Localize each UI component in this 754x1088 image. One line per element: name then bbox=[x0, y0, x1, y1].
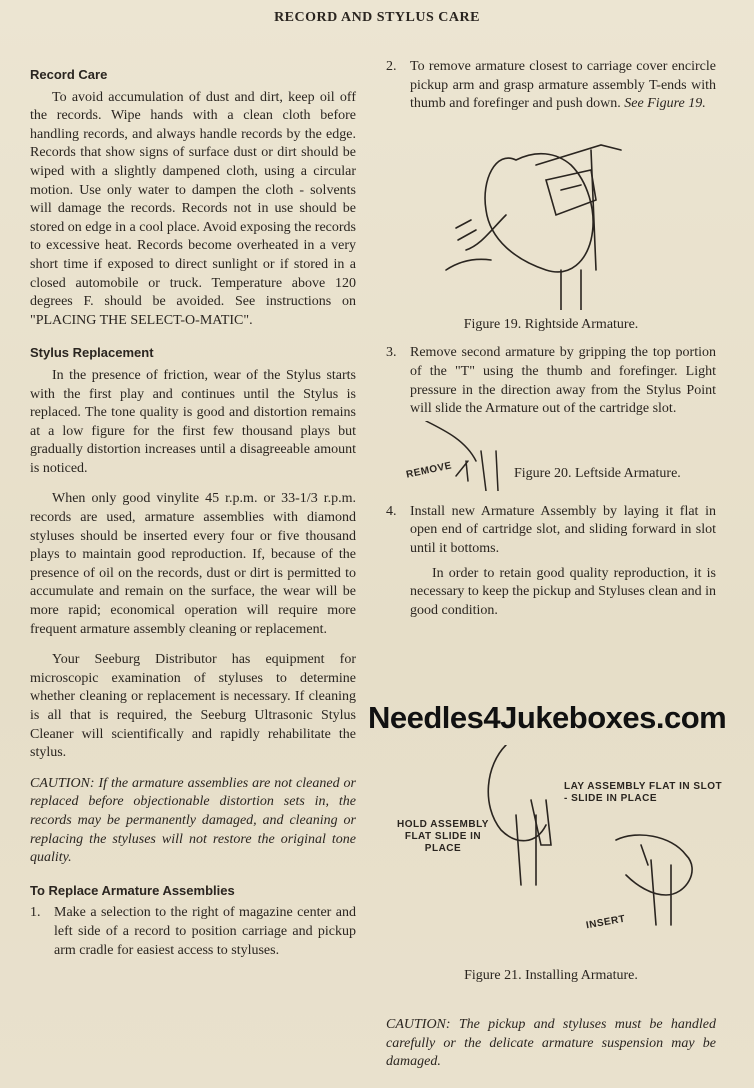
figure-19 bbox=[386, 120, 716, 335]
watermark: Needles4Jukeboxes.com bbox=[368, 700, 727, 735]
caution-pickup: CAUTION: The pickup and styluses must be handled carefully or the delicate armature suspension may be damaged. bbox=[386, 1017, 716, 1070]
step-1 bbox=[30, 904, 356, 960]
figure-21-caption: Figure 21. Installing Armature. bbox=[464, 968, 638, 983]
step-4-text: Install new Armature Assembly by laying it flat in open end of cartridge slot, and sliding forward in slot until it bottoms. bbox=[410, 503, 716, 556]
figure-20-caption: Figure 20. Leftside Armature. bbox=[514, 465, 681, 481]
stylus-paragraph-3: Your Seeburg Distributor has equipment for microscopic examination of styluses to determine whether cleaning or replacement is necessary. If cleaning is all that is required, the Seeburg Ultrasonic Stylus Cleaner will scientifically and rapidly rehabilitate the stylus. bbox=[30, 652, 356, 761]
caution-armature: CAUTION: If the armature assemblies are not cleaned or replaced before objectionable distortion sets in, the records may be permanently damaged, and cleaning or replacing the styluses will not restore the original tone quality. bbox=[30, 775, 356, 866]
step-3-text: Remove second armature by gripping the top portion of the "T" using the thumb and forefinger. Light pressure in the direction away from the Stylus Point will slide the Armature out of the cartridge slot. bbox=[410, 345, 716, 417]
record-care-text: To avoid accumulation of dust and dirt, keep oil off the records. Wipe hands with a clean cloth before handling records, and always handle records by the edge. Records that show signs of surface dust or dirt should be wiped with a slightly dampened cloth, using a circular motion. Use only water to dampen the cloth - solvents will damage the records. Records not in use should be stored on edge in a cool place. Avoid exposing the records to excessive heat. Records become overheated in a very short time if exposed to direct sunlight or if stored in a closed automobile or truck. Temperature above 120 degrees F. should be avoided. See instructions on "PLACING THE SELECT-O-MATIC". bbox=[30, 89, 356, 328]
page-header: RECORD AND STYLUS CARE bbox=[274, 10, 480, 25]
figure-19-illustration bbox=[386, 120, 716, 310]
left-column bbox=[30, 62, 356, 966]
figure-21-hold-label: HOLD ASSEMBLY FLAT SLIDE IN PLACE bbox=[397, 819, 489, 854]
figure-20 bbox=[386, 425, 716, 495]
step-2-text: To remove armature closest to carriage cover encircle pickup arm and grasp armature assembly T-ends with thumb and forefinger and push down. bbox=[410, 59, 716, 112]
replace-armature-heading: To Replace Armature Assemblies bbox=[30, 882, 235, 898]
step-2-body bbox=[410, 58, 716, 114]
step-4 bbox=[386, 503, 716, 559]
step-3-number: 3. bbox=[386, 345, 397, 361]
figure-21 bbox=[386, 745, 736, 945]
figure-19-caption: Figure 19. Rightside Armature. bbox=[463, 316, 639, 332]
step-2-number: 2. bbox=[386, 59, 397, 74]
figure-20-remove-label: REMOVE bbox=[405, 460, 453, 481]
right-column bbox=[386, 58, 716, 632]
step-1-text: Make a selection to the right of magazine center and left side of a record to position carriage and pickup arm cradle for easiest access to styluses. bbox=[54, 905, 356, 958]
step-2-figure-ref: See Figure 19. bbox=[624, 96, 706, 112]
figure-21-insert-label: INSERT bbox=[585, 913, 627, 932]
step-1-number: 1. bbox=[30, 905, 41, 921]
stylus-replacement-heading: Stylus Replacement bbox=[30, 345, 154, 361]
stylus-paragraph-1: In the presence of friction, wear of the Stylus starts with the first play and continues until the Stylus is replaced. The tone quality is good and distortion remains at a low figure for the first few thousand plays but gradually distortion increases until a disagreeable amount is noticed. bbox=[30, 367, 356, 476]
stylus-paragraph-2: When only good vinylite 45 r.p.m. or 33-1/3 r.p.m. records are used, armature assemblies with diamond styluses should be inserted every four or five thousand plays to maintain good reproduction. If, because of the presence of oil on the records, dust or dirt is permitted to accumulate and remain on the surface, the wear will be more rapid; economical operation will require more frequent armature assembly cleaning or replacement. bbox=[30, 491, 356, 637]
figure-21-lay-flat-label: LAY ASSEMBLY FLAT IN SLOT - SLIDE IN PLACE bbox=[564, 781, 723, 804]
step-4-number: 4. bbox=[386, 503, 397, 519]
step-2 bbox=[386, 58, 716, 114]
record-care-heading: Record Care bbox=[30, 67, 108, 82]
retain-quality-text: In order to retain good quality reproduction, it is necessary to keep the pickup and Styluses clean and in good condition. bbox=[410, 565, 716, 618]
step-3 bbox=[386, 344, 716, 418]
